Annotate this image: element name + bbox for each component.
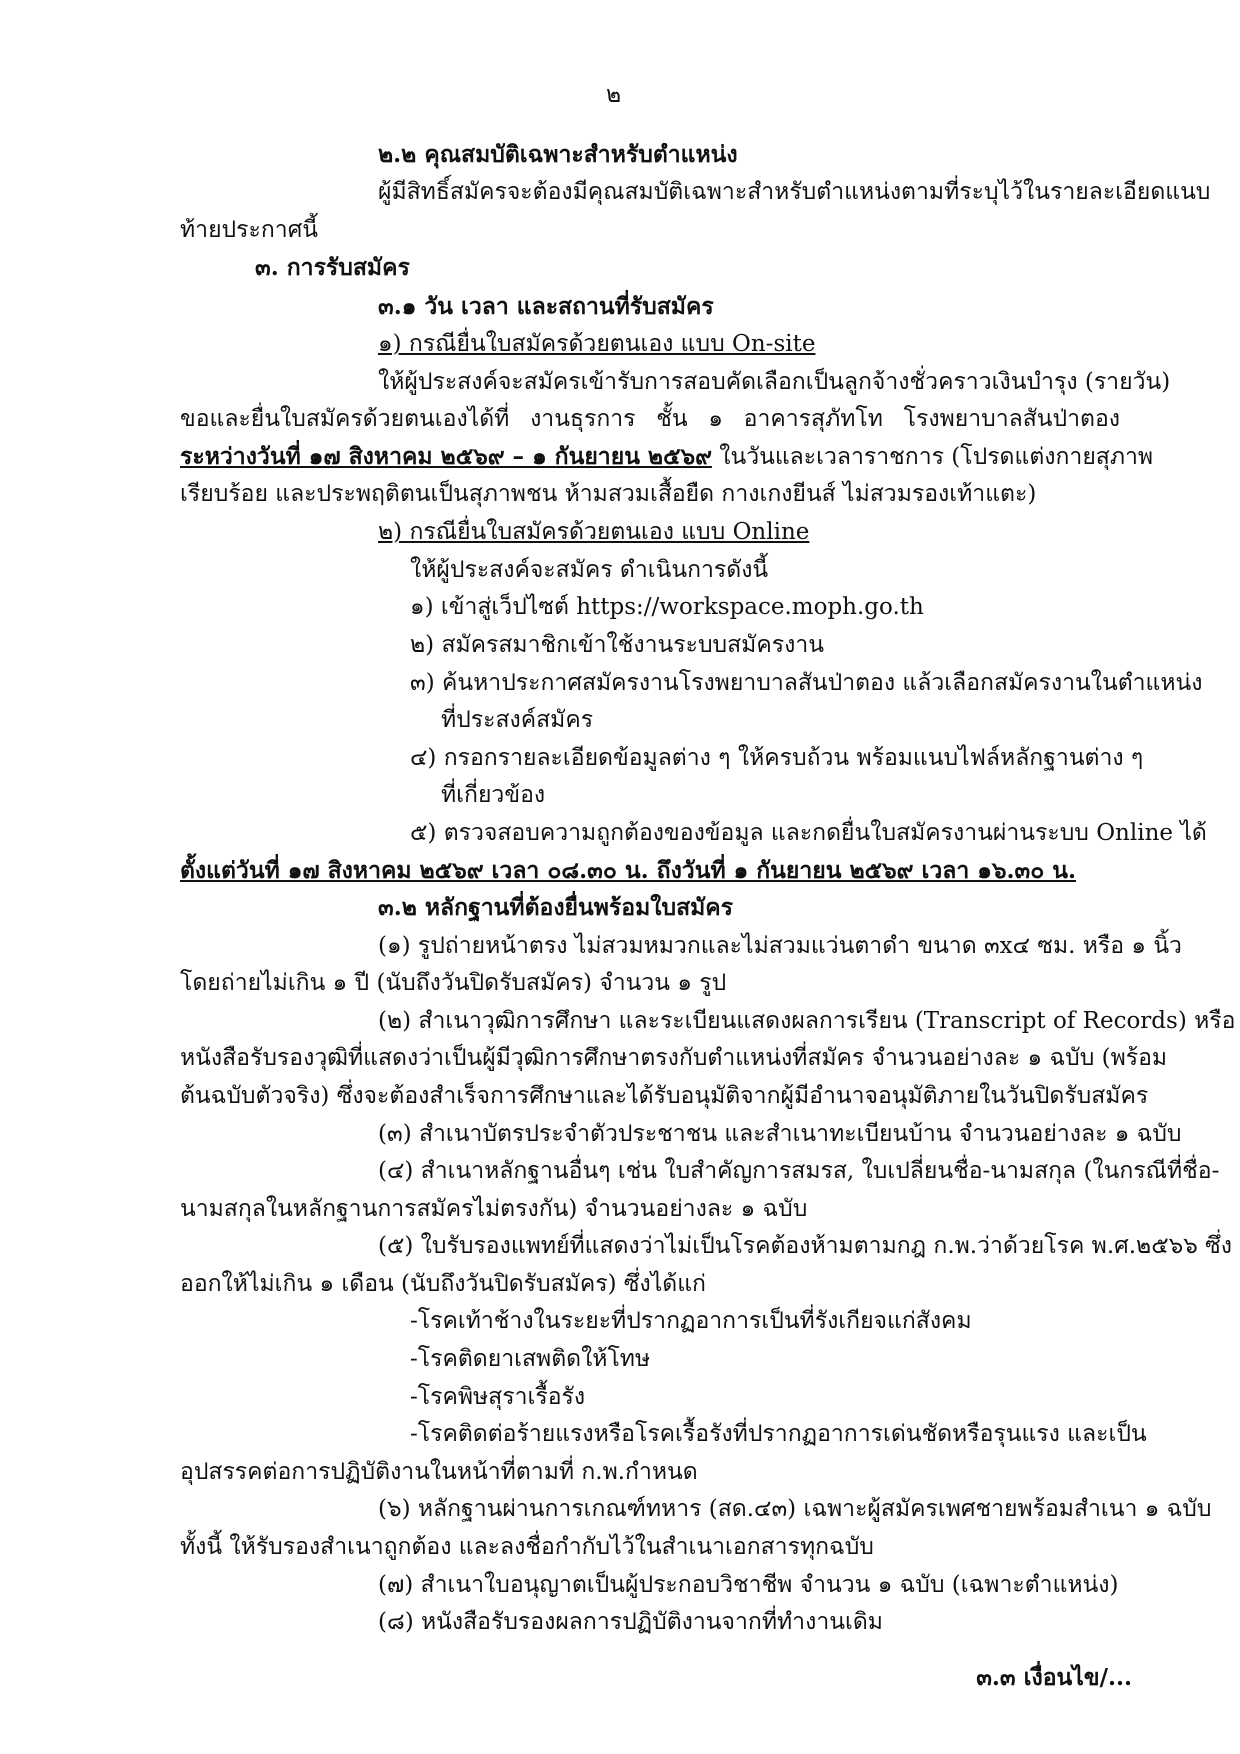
document-item: (๕) ใบรับรองแพทย์ที่แสดงว่าไม่เป็นโรคต้องห้ามตามกฎ ก.พ.ว่าด้วยโรค พ.ศ.๒๕๖๖ ซึ่ง: [378, 1233, 1232, 1259]
section-2-2-text-cont: ท้ายประกาศนี้: [180, 217, 319, 243]
section-3-1-heading: ๓.๑ วัน เวลา และสถานที่รับสมัคร: [378, 293, 714, 320]
disease-item: -โรคเท้าช้างในระยะที่ปรากฏอาการเป็นที่รังเกียจแก่สังคม: [410, 1308, 972, 1334]
document-item-cont: ทั้งนี้ ให้รับรองสำเนาถูกต้อง และลงชื่อกำกับไว้ในสำเนาเอกสารทุกฉบับ: [180, 1534, 874, 1560]
online-step: ที่เกี่ยวข้อง: [441, 782, 546, 808]
online-title: ๒) กรณียื่นใบสมัครด้วยตนเอง แบบ Online: [378, 519, 810, 545]
document-item: (๘) หนังสือรับรองผลการปฏิบัติงานจากที่ทำงานเดิม: [378, 1609, 883, 1635]
document-item: (๑) รูปถ่ายหน้าตรง ไม่สวมหมวกและไม่สวมแว่นตาดำ ขนาด ๓x๔ ซม. หรือ ๑ นิ้ว: [378, 933, 1182, 959]
disease-item-cont: อุปสรรคต่อการปฏิบัติงานในหน้าที่ตามที่ ก.พ.กำหนด: [180, 1459, 698, 1485]
document-item-cont: ต้นฉบับตัวจริง) ซึ่งจะต้องสำเร็จการศึกษาและได้รับอนุมัติจากผู้มีอำนาจอนุมัติภายในวันปิดรับสมัคร: [180, 1083, 1149, 1109]
disease-item: -โรคติดต่อร้ายแรงหรือโรคเรื้อรังที่ปรากฏอาการเด่นชัดหรือรุนแรง และเป็น: [410, 1421, 1147, 1447]
document-item-cont: ออกให้ไม่เกิน ๑ เดือน (นับถึงวันปิดรับสมัคร) ซึ่งได้แก่: [180, 1271, 706, 1297]
document-item-cont: หนังสือรับรองวุฒิที่แสดงว่าเป็นผู้มีวุฒิการศึกษาตรงกับตำแหน่งที่สมัคร จำนวนอย่างละ ๑ ฉบับ (พร้อม: [180, 1045, 1168, 1071]
document-item: (๗) สำเนาใบอนุญาตเป็นผู้ประกอบวิชาชีพ จำนวน ๑ ฉบับ (เฉพาะตำแหน่ง): [378, 1572, 1119, 1598]
online-step: ๒) สมัครสมาชิกเข้าใช้งานระบบสมัครงาน: [410, 632, 824, 658]
onsite-title: ๑) กรณียื่นใบสมัครด้วยตนเอง แบบ On-site: [378, 331, 816, 357]
section-3-heading: ๓. การรับสมัคร: [255, 254, 410, 281]
document-item-cont: นามสกุลในหลักฐานการสมัครไม่ตรงกัน) จำนวนอย่างละ ๑ ฉบับ: [180, 1196, 808, 1222]
onsite-period-line: [180, 442, 1154, 472]
onsite-text: ในวันและเวลาราชการ (โปรดแต่งกายสุภาพ: [711, 444, 1154, 470]
onsite-text: เรียบร้อย และประพฤติตนเป็นสุภาพชน ห้ามสวมเสื้อยืด กางเกงยีนส์ ไม่สวมรองเท้าแตะ): [180, 481, 1037, 507]
section-3-2-heading: ๓.๒ หลักฐานที่ต้องยื่นพร้อมใบสมัคร: [378, 894, 734, 921]
disease-item: -โรคติดยาเสพติดให้โทษ: [410, 1346, 651, 1372]
document-item: (๔) สำเนาหลักฐานอื่นๆ เช่น ใบสำคัญการสมรส, ใบเปลี่ยนชื่อ-นามสกุล (ในกรณีที่ชื่อ-: [378, 1158, 1220, 1184]
document-item-cont: โดยถ่ายไม่เกิน ๑ ปี (นับถึงวันปิดรับสมัคร) จำนวน ๑ รูป: [180, 970, 727, 996]
onsite-period: ระหว่างวันที่ ๑๗ สิงหาคม ๒๕๖๙ – ๑ กันยายน ๒๕๖๙: [180, 443, 712, 470]
document-item: (๒) สำเนาวุฒิการศึกษา และระเบียนแสดงผลการเรียน (Transcript of Records) หรือ: [378, 1008, 1236, 1034]
online-step: ๔) กรอกรายละเอียดข้อมูลต่าง ๆ ให้ครบถ้วน พร้อมแนบไฟล์หลักฐานต่าง ๆ: [410, 745, 1144, 771]
online-step: ๑) เข้าสู่เว็ปไซต์ https://workspace.moph.go.th: [410, 594, 924, 620]
continuation-note: ๓.๓ เงื่อนไข/...: [976, 1664, 1132, 1691]
section-2-2-heading: ๒.๒ คุณสมบัติเฉพาะสำหรับตำแหน่ง: [378, 141, 738, 168]
onsite-text: ขอและยื่นใบสมัครด้วยตนเองได้ที่ งานธุรการ ชั้น ๑ อาคารสุภัทโท โรงพยาบาลสันป่าตอง: [180, 406, 1120, 432]
document-item: (๓) สำเนาบัตรประจำตัวประชาชน และสำเนาทะเบียนบ้าน จำนวนอย่างละ ๑ ฉบับ: [378, 1121, 1182, 1147]
onsite-text: ให้ผู้ประสงค์จะสมัครเข้ารับการสอบคัดเลือกเป็นลูกจ้างชั่วคราวเงินบำรุง (รายวัน): [378, 369, 1171, 395]
online-step: ๕) ตรวจสอบความถูกต้องของข้อมูล และกดยื่นใบสมัครงานผ่านระบบ Online ได้: [410, 820, 1207, 846]
online-period: ตั้งแต่วันที่ ๑๗ สิงหาคม ๒๕๖๙ เวลา ๐๘.๓๐ น. ถึงวันที่ ๑ กันยายน ๒๕๖๙ เวลา ๑๖.๓๐ น.: [180, 857, 1076, 884]
disease-item: -โรคพิษสุราเรื้อรัง: [410, 1384, 586, 1410]
section-2-2-text: ผู้มีสิทธิ์สมัครจะต้องมีคุณสมบัติเฉพาะสำหรับตำแหน่งตามที่ระบุไว้ในรายละเอียดแนบ: [378, 179, 1211, 205]
document-item: (๖) หลักฐานผ่านการเกณฑ์ทหาร (สด.๔๓) เฉพาะผู้สมัครเพศชายพร้อมสำเนา ๑ ฉบับ: [378, 1496, 1212, 1522]
online-step: ๓) ค้นหาประกาศสมัครงานโรงพยาบาลสันป่าตอง แล้วเลือกสมัครงานในตำแหน่ง: [410, 670, 1203, 696]
online-intro: ให้ผู้ประสงค์จะสมัคร ดำเนินการดังนี้: [410, 557, 769, 583]
page-number: ๒: [606, 82, 622, 108]
online-step: ที่ประสงค์สมัคร: [441, 707, 594, 733]
